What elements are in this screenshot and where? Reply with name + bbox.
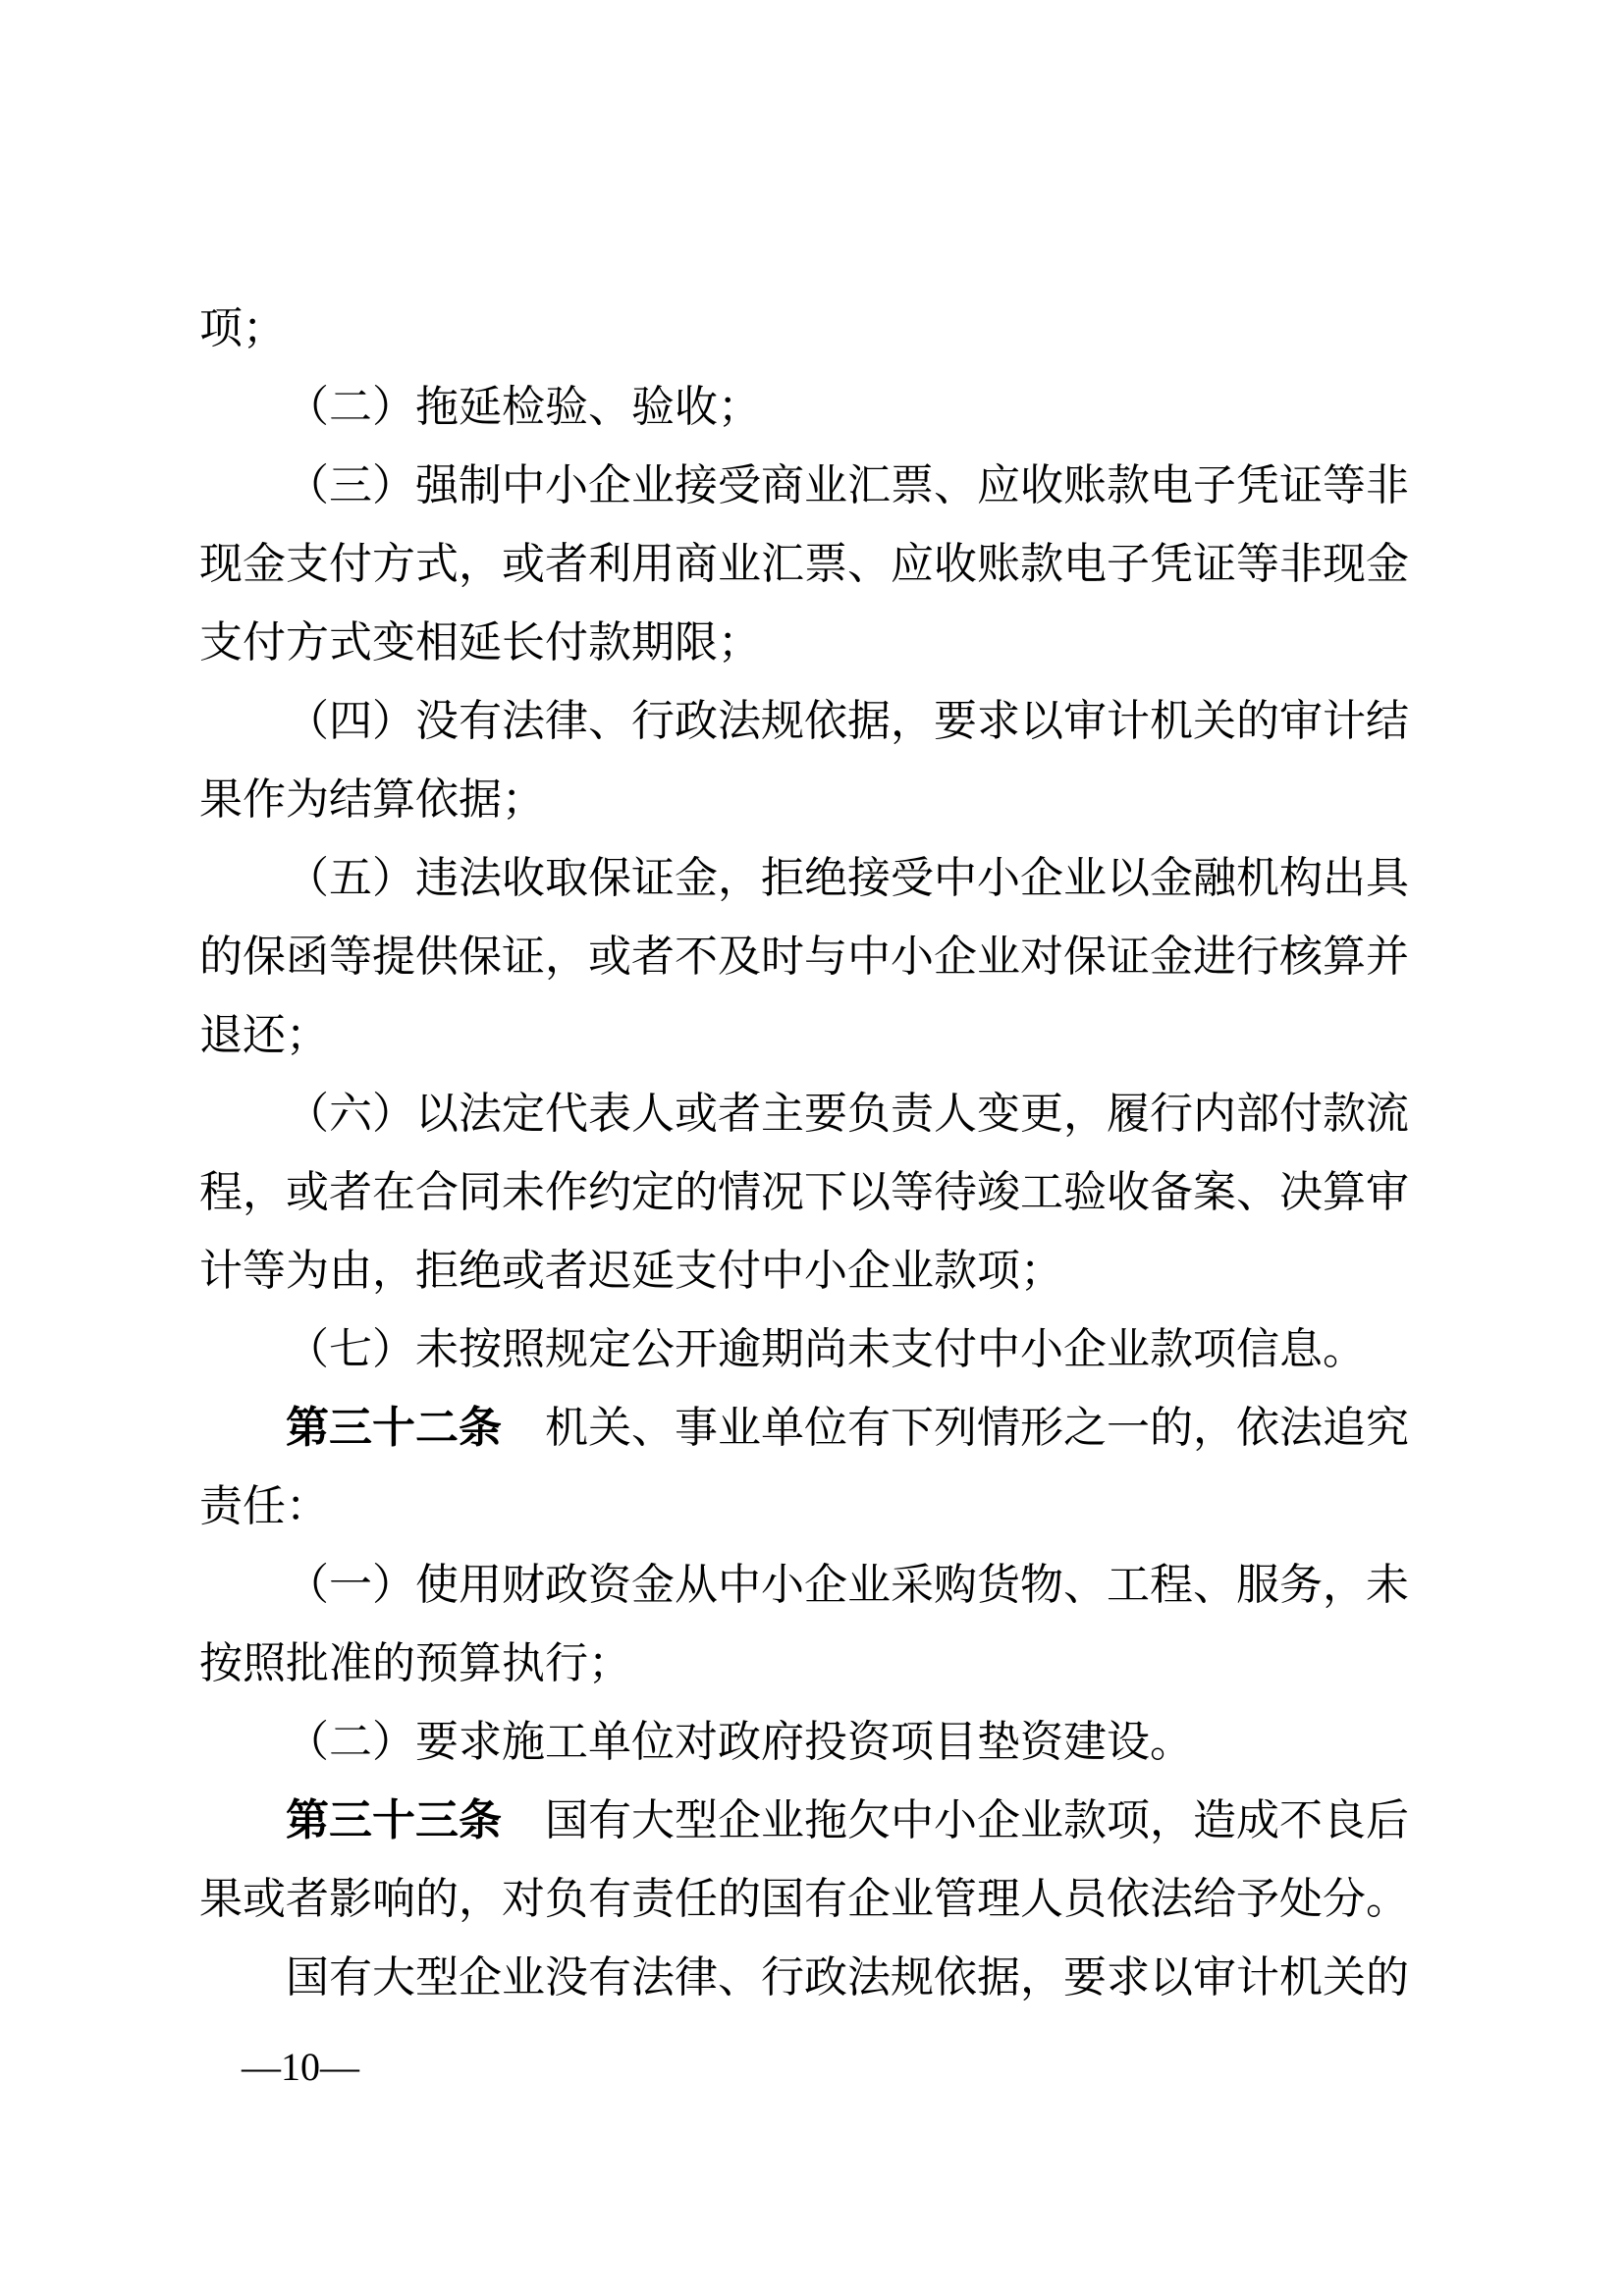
article-number: 第三十三条 — [286, 1796, 502, 1844]
text-line — [199, 525, 1409, 604]
document-body — [199, 290, 1409, 2017]
article-number: 第三十二条 — [286, 1404, 502, 1452]
text-segment: 果或者影响的，对负有责任的国有企业管理人员依法给予处分。 — [199, 1875, 1409, 1923]
text-line — [199, 604, 1409, 682]
text-line — [199, 1153, 1409, 1232]
text-segment: 果作为结算依据； — [199, 775, 545, 824]
text-segment: 按照批准的预算执行； — [199, 1639, 631, 1687]
text-line — [199, 1782, 1409, 1860]
text-line — [199, 682, 1409, 761]
text-segment: 支付方式变相延长付款期限； — [199, 618, 761, 667]
text-segment: （二）拖延检验、验收； — [286, 383, 761, 431]
text-line — [199, 1860, 1409, 1939]
text-line — [199, 761, 1409, 839]
text-segment: 责任： — [199, 1482, 329, 1530]
text-segment: （一）使用财政资金从中小企业采购货物、工程、服务，未 — [286, 1561, 1409, 1609]
text-line — [199, 1232, 1409, 1310]
text-segment: 退还； — [199, 1011, 329, 1059]
text-segment: （三）强制中小企业接受商业汇票、应收账款电子凭证等非 — [286, 461, 1409, 509]
text-line — [199, 1075, 1409, 1153]
text-segment: 现金支付方式，或者利用商业汇票、应收账款电子凭证等非现金 — [199, 540, 1409, 588]
text-line — [199, 1468, 1409, 1546]
text-segment: （四）没有法律、行政法规依据，要求以审计机关的审计结 — [286, 697, 1409, 745]
text-line — [199, 1310, 1409, 1389]
text-segment: （五）违法收取保证金，拒绝接受中小企业以金融机构出具 — [286, 854, 1409, 902]
text-line — [199, 290, 1409, 368]
text-segment: （二）要求施工单位对政府投资项目垫资建设。 — [286, 1718, 1193, 1766]
text-segment: （七）未按照规定公开逾期尚未支付中小企业款项信息。 — [286, 1325, 1366, 1373]
text-line — [199, 1625, 1409, 1703]
text-line — [199, 368, 1409, 447]
text-segment: 国有大型企业没有法律、行政法规依据，要求以审计机关的 — [286, 1953, 1409, 2002]
text-line — [199, 918, 1409, 996]
text-segment: （六）以法定代表人或者主要负责人变更，履行内部付款流 — [286, 1090, 1409, 1138]
text-segment: 程，或者在合同未作约定的情况下以等待竣工验收备案、决算审 — [199, 1168, 1409, 1216]
text-segment: 计等为由，拒绝或者迟延支付中小企业款项； — [199, 1247, 1063, 1295]
text-line — [199, 1703, 1409, 1782]
text-segment: 机关、事业单位有下列情形之一的，依法追究 — [502, 1404, 1409, 1452]
text-line — [199, 447, 1409, 525]
text-segment: 项； — [199, 304, 286, 352]
text-line — [199, 1389, 1409, 1468]
text-line — [199, 1546, 1409, 1625]
text-line — [199, 1939, 1409, 2017]
text-segment: 国有大型企业拖欠中小企业款项，造成不良后 — [502, 1796, 1409, 1844]
text-line — [199, 839, 1409, 918]
text-segment: 的保函等提供保证，或者不及时与中小企业对保证金进行核算并 — [199, 933, 1409, 981]
page-number: —10— — [242, 2045, 359, 2089]
text-line — [199, 996, 1409, 1075]
